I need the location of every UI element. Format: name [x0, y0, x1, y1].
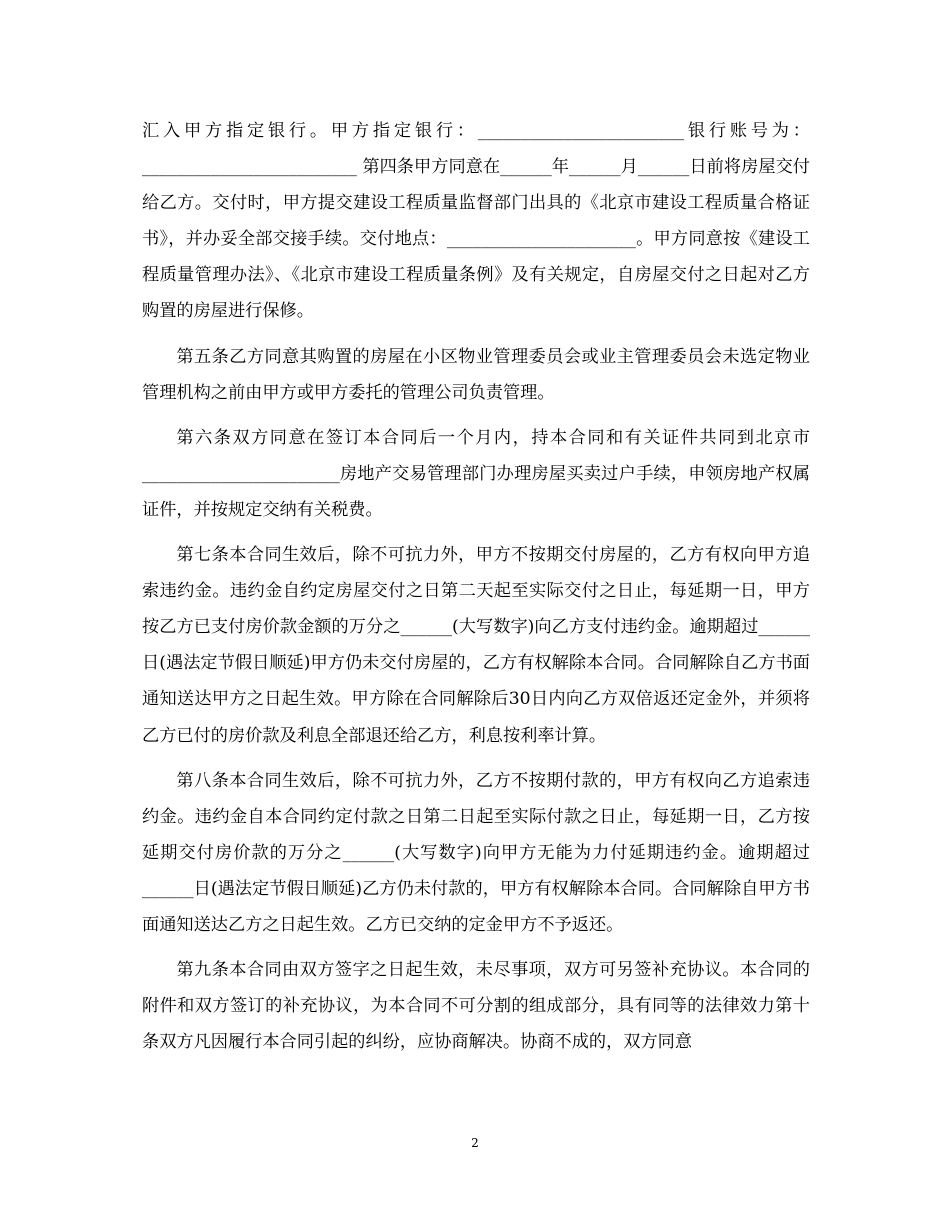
paragraph-article-9: 第九条本合同由双方签字之日起生效，未尽事项，双方可另签补充协议。本合同的附件和双方签订的补充协议，为本合同不可分割的组成部分，具有同等的法律效力第十条双方凡因履行本合同引起的纠纷，应协商解决。协商不成的，双方同意	[142, 960, 810, 1053]
paragraph-article-7: 第七条本合同生效后，除不可抗力外，甲方不按期交付房屋的，乙方有权向甲方追索违约金。违约金自约定房屋交付之日第二天起至实际交付之日止，每延期一日，甲方按乙方已支付房价款金额的万分之______(大写数字)向乙方支付违约金。逾期超过______日(遇法定节假日顺延)甲方仍未交付房屋的，乙方有权解除本合同。合同解除自乙方书面通知送达甲方之日起生效。甲方除在合同解除后30日内向乙方双倍返还定金外，并须将乙方已付的房价款及利息全部退还给乙方，利息按利率计算。	[142, 545, 810, 746]
page-number: 2	[471, 1136, 479, 1150]
paragraph-article-5: 第五条乙方同意其购置的房屋在小区物业管理委员会或业主管理委员会未选定物业管理机构之前由甲方或甲方委托的管理公司负责管理。	[142, 346, 810, 403]
paragraph-article-4: 汇入甲方指定银行。甲方指定银行：________________________银行账号为：_________________________ 第四条甲方同意在______年______月______日前将房屋交付给乙方。交付时，甲方提交建设工程质量监督部门出具的《北京市建设工程质量合格证书》，并办妥全部交接手续。交付地点：______________________。甲方同意按《建设工程质量管理办法》、《北京市建设工程质量条例》及有关规定，自房屋交付之日起对乙方购置的房屋进行保修。	[142, 121, 810, 322]
paragraph-article-8: 第八条本合同生效后，除不可抗力外，乙方不按期付款的，甲方有权向乙方追索违约金。违约金自本合同约定付款之日第二日起至实际付款之日止，每延期一日，乙方按延期交付房价款的万分之______(大写数字)向甲方无能为力付延期违约金。逾期超过______日(遇法定节假日顺延)乙方仍未付款的，甲方有权解除本合同。合同解除自甲方书面通知送达乙方之日起生效。乙方已交纳的定金甲方不予返还。	[142, 770, 810, 935]
contract-body	[142, 113, 810, 1069]
paragraph-article-6: 第六条双方同意在签订本合同后一个月内，持本合同和有关证件共同到北京市_______________________房地产交易管理部门办理房屋买卖过户手续，申领房地产权属证件，并按规定交纳有关税费。	[142, 427, 810, 520]
